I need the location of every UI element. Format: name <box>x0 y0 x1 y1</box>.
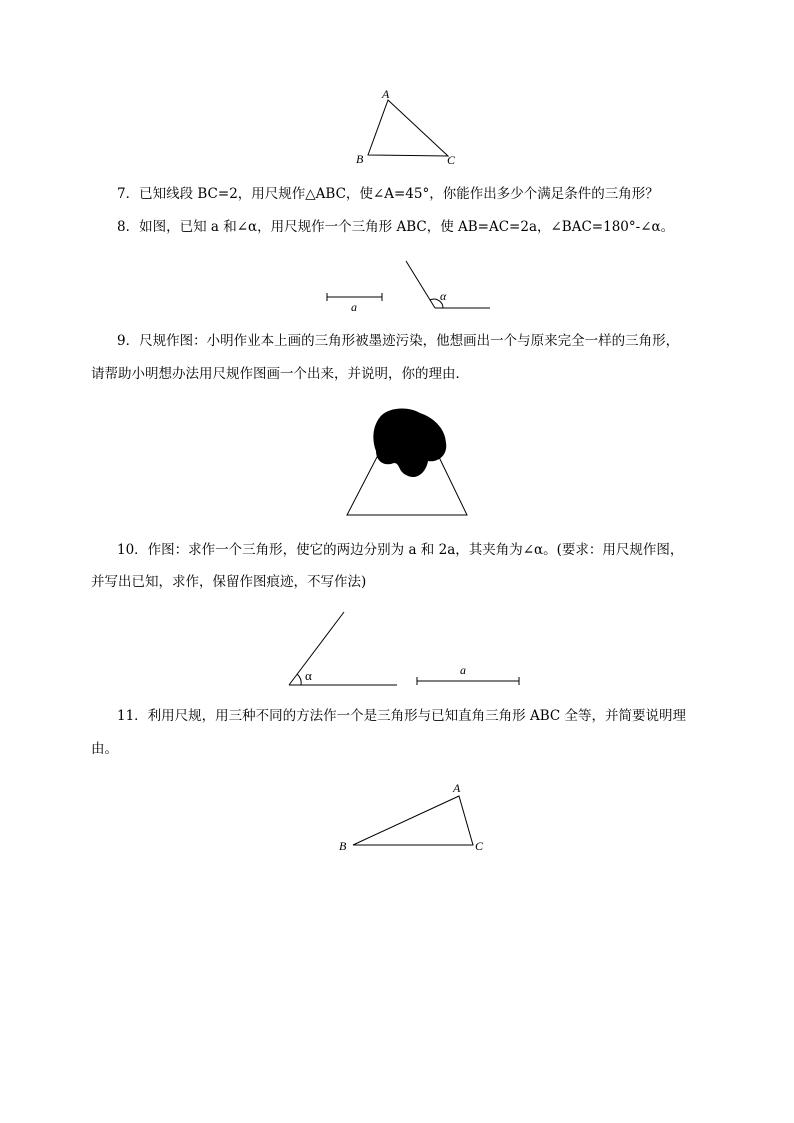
question-11-text-line-1: 11．利用尺规，用三种不同的方法作一个是三角形与已知直角三角形 ABC 全等，并简要说明理 <box>117 708 687 724</box>
vertex-label-c: C <box>447 153 456 167</box>
right-triangle-shape <box>353 796 473 845</box>
question-10-text-line-1: 10．作图：求作一个三角形，使它的两边分别为 a 和 2a，其夹角为∠α。(要求：用尺规作图， <box>117 542 684 558</box>
segment-a-q10 <box>417 677 519 685</box>
triangle-abc-figure <box>350 88 470 168</box>
vertex-label-b: B <box>356 152 364 166</box>
segment-a-label: a <box>351 300 357 314</box>
question-8-text: 8．如图，已知 a 和∠α，用尺规作一个三角形 ABC，使 AB=AC=2a，∠BAC=180°-∠α。 <box>117 219 675 235</box>
segment-a-label-q10: a <box>460 663 466 677</box>
segment-and-angle-figure <box>320 255 500 315</box>
vertex-label-b-q11: B <box>339 839 347 853</box>
ink-stained-triangle-figure <box>340 405 475 520</box>
vertex-label-c-q11: C <box>475 839 484 853</box>
question-11-text-line-2: 由。 <box>91 741 118 757</box>
question-9-text-line-2: 请帮助小明想办法用尺规作图画一个出来，并说明，你的理由． <box>91 366 469 382</box>
ink-blot <box>373 408 446 477</box>
vertex-label-a: A <box>382 88 390 101</box>
triangle-abc-shape <box>368 100 448 156</box>
question-9-text-line-1: 9．尺规作图：小明作业本上画的三角形被墨迹污染，他想画出一个与原来完全一样的三角形， <box>117 333 680 349</box>
angle-alpha-label: α <box>440 289 447 303</box>
angle-alpha <box>406 261 490 308</box>
angle-alpha-label-q10: α <box>305 668 312 683</box>
angle-and-segment-figure <box>285 608 525 690</box>
question-7-text: 7．已知线段 BC=2，用尺规作△ABC，使∠A=45°，你能作出多少个满足条件的三角形？ <box>117 186 659 202</box>
right-triangle-abc-figure <box>335 778 495 858</box>
question-10-text-line-2: 并写出已知，求作，保留作图痕迹，不写作法) <box>91 574 367 590</box>
vertex-label-a-q11: A <box>453 781 461 795</box>
